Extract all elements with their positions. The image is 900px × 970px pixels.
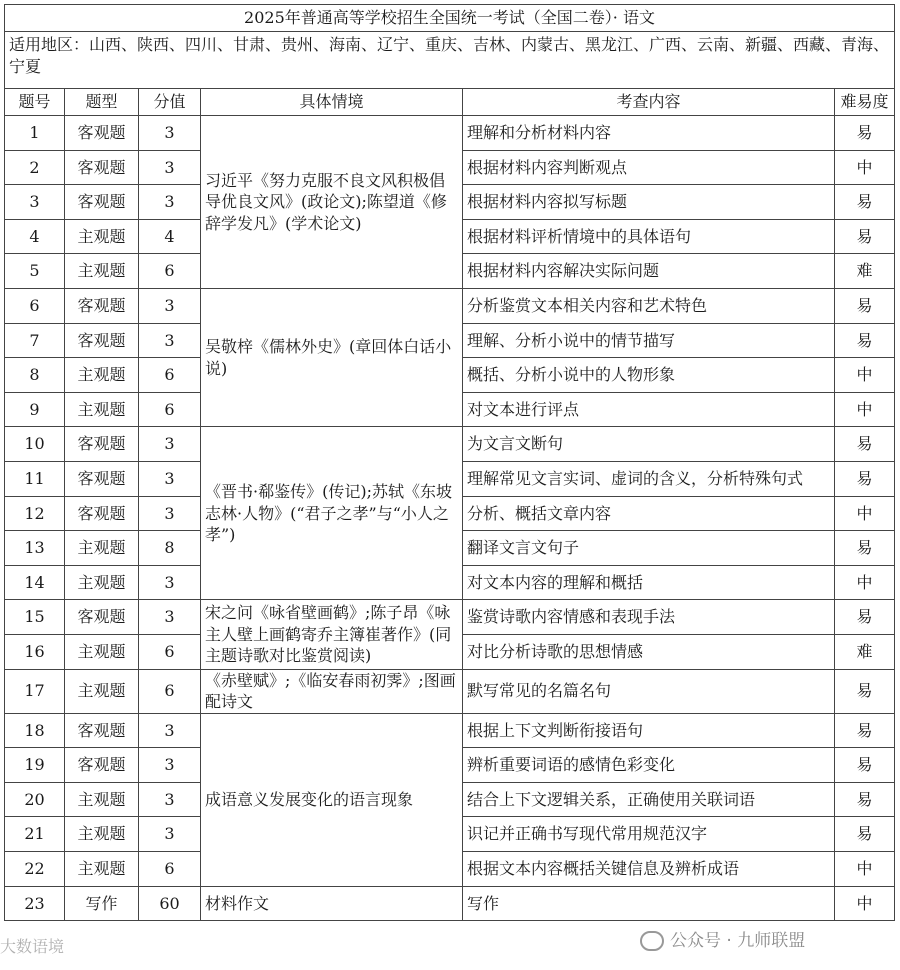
question-type: 主观题 — [65, 782, 139, 817]
difficulty-level: 易 — [835, 782, 895, 817]
difficulty-level: 易 — [835, 531, 895, 566]
assessment-content: 根据材料评析情境中的具体语句 — [463, 219, 835, 254]
question-number: 6 — [5, 288, 65, 323]
question-type: 写作 — [65, 886, 139, 921]
question-number: 9 — [5, 392, 65, 427]
question-score: 4 — [139, 219, 201, 254]
question-type: 主观题 — [65, 219, 139, 254]
context-cell: 习近平《努力克服不良文风积极倡导优良文风》(政论文);陈望道《修辞学发凡》(学术论文) — [201, 116, 463, 289]
question-number: 1 — [5, 116, 65, 151]
assessment-content: 翻译文言文句子 — [463, 531, 835, 566]
table-row — [5, 669, 895, 713]
exam-analysis-table — [4, 4, 895, 921]
question-number: 12 — [5, 496, 65, 531]
question-score: 60 — [139, 886, 201, 921]
difficulty-level: 难 — [835, 634, 895, 669]
col-header-score: 分值 — [139, 89, 201, 116]
question-type: 客观题 — [65, 496, 139, 531]
table-row — [5, 116, 895, 151]
difficulty-level: 中 — [835, 886, 895, 921]
assessment-content: 辨析重要词语的感情色彩变化 — [463, 748, 835, 783]
question-number: 2 — [5, 150, 65, 185]
assessment-content: 写作 — [463, 886, 835, 921]
question-score: 3 — [139, 565, 201, 600]
question-number: 7 — [5, 323, 65, 358]
difficulty-level: 易 — [835, 748, 895, 783]
table-title: 2025年普通高等学校招生全国统一考试（全国二卷）· 语文 — [5, 5, 895, 32]
question-score: 3 — [139, 288, 201, 323]
context-cell: 《赤壁赋》;《临安春雨初霁》;图画配诗文 — [201, 669, 463, 713]
question-type: 主观题 — [65, 531, 139, 566]
table-header-row — [5, 89, 895, 116]
difficulty-level: 中 — [835, 852, 895, 887]
question-number: 5 — [5, 254, 65, 289]
assessment-content: 为文言文断句 — [463, 427, 835, 462]
table-row — [5, 600, 895, 635]
question-score: 6 — [139, 392, 201, 427]
question-score: 3 — [139, 713, 201, 748]
question-number: 18 — [5, 713, 65, 748]
assessment-content: 默写常见的名篇名句 — [463, 669, 835, 713]
assessment-content: 对比分析诗歌的思想情感 — [463, 634, 835, 669]
difficulty-level: 易 — [835, 219, 895, 254]
question-number: 13 — [5, 531, 65, 566]
difficulty-level: 中 — [835, 565, 895, 600]
assessment-content: 根据材料内容拟写标题 — [463, 185, 835, 220]
question-type: 客观题 — [65, 185, 139, 220]
question-score: 3 — [139, 748, 201, 783]
difficulty-level: 易 — [835, 427, 895, 462]
question-score: 3 — [139, 782, 201, 817]
difficulty-level: 易 — [835, 185, 895, 220]
assessment-content: 理解常见文言实词、虚词的含义，分析特殊句式 — [463, 461, 835, 496]
context-cell: 宋之问《咏省壁画鹤》;陈子昂《咏主人壁上画鹤寄乔主簿崔著作》(同主题诗歌对比鉴赏阅读) — [201, 600, 463, 669]
question-type: 客观题 — [65, 150, 139, 185]
assessment-content: 概括、分析小说中的人物形象 — [463, 358, 835, 393]
assessment-content: 识记并正确书写现代常用规范汉字 — [463, 817, 835, 852]
question-type: 客观题 — [65, 713, 139, 748]
question-number: 23 — [5, 886, 65, 921]
question-type: 主观题 — [65, 634, 139, 669]
wechat-icon — [640, 931, 664, 951]
question-number: 15 — [5, 600, 65, 635]
question-score: 6 — [139, 634, 201, 669]
question-number: 8 — [5, 358, 65, 393]
difficulty-level: 易 — [835, 323, 895, 358]
question-score: 8 — [139, 531, 201, 566]
watermark-left-text: 大数语境 — [0, 937, 65, 956]
context-cell: 吴敬梓《儒林外史》(章回体白话小说) — [201, 288, 463, 426]
watermark-left — [0, 934, 64, 957]
question-type: 主观题 — [65, 565, 139, 600]
assessment-content: 根据材料内容解决实际问题 — [463, 254, 835, 289]
question-number: 19 — [5, 748, 65, 783]
question-type: 客观题 — [65, 288, 139, 323]
assessment-content: 结合上下文逻辑关系，正确使用关联词语 — [463, 782, 835, 817]
table-row — [5, 886, 895, 921]
question-number: 11 — [5, 461, 65, 496]
question-type: 主观题 — [65, 254, 139, 289]
question-number: 16 — [5, 634, 65, 669]
question-type: 客观题 — [65, 748, 139, 783]
question-type: 主观题 — [65, 669, 139, 713]
difficulty-level: 易 — [835, 461, 895, 496]
difficulty-level: 中 — [835, 496, 895, 531]
context-cell: 成语意义发展变化的语言现象 — [201, 713, 463, 886]
assessment-content: 鉴赏诗歌内容情感和表现手法 — [463, 600, 835, 635]
question-type: 客观题 — [65, 116, 139, 151]
difficulty-level: 难 — [835, 254, 895, 289]
col-header-content: 考查内容 — [463, 89, 835, 116]
assessment-content: 理解和分析材料内容 — [463, 116, 835, 151]
difficulty-level: 中 — [835, 358, 895, 393]
question-number: 3 — [5, 185, 65, 220]
assessment-content: 理解、分析小说中的情节描写 — [463, 323, 835, 358]
assessment-content: 分析、概括文章内容 — [463, 496, 835, 531]
difficulty-level: 易 — [835, 600, 895, 635]
question-number: 4 — [5, 219, 65, 254]
difficulty-level: 易 — [835, 116, 895, 151]
difficulty-level: 易 — [835, 817, 895, 852]
question-type: 主观题 — [65, 817, 139, 852]
question-score: 3 — [139, 150, 201, 185]
col-header-type: 题型 — [65, 89, 139, 116]
context-cell: 材料作文 — [201, 886, 463, 921]
difficulty-level: 易 — [835, 669, 895, 713]
question-type: 主观题 — [65, 852, 139, 887]
col-header-difficulty: 难易度 — [835, 89, 895, 116]
table-row — [5, 288, 895, 323]
question-score: 3 — [139, 427, 201, 462]
col-header-number: 题号 — [5, 89, 65, 116]
difficulty-level: 易 — [835, 713, 895, 748]
assessment-content: 对文本进行评点 — [463, 392, 835, 427]
question-number: 22 — [5, 852, 65, 887]
table-row — [5, 427, 895, 462]
assessment-content: 根据文本内容概括关键信息及辨析成语 — [463, 852, 835, 887]
difficulty-level: 中 — [835, 392, 895, 427]
question-score: 3 — [139, 817, 201, 852]
assessment-content: 分析鉴赏文本相关内容和艺术特色 — [463, 288, 835, 323]
difficulty-level: 中 — [835, 150, 895, 185]
question-number: 21 — [5, 817, 65, 852]
question-number: 14 — [5, 565, 65, 600]
question-score: 6 — [139, 254, 201, 289]
applicable-regions: 适用地区：山西、陕西、四川、甘肃、贵州、海南、辽宁、重庆、吉林、内蒙古、黑龙江、广西、云南、新疆、西藏、青海、宁夏 — [5, 32, 895, 89]
col-header-context: 具体情境 — [201, 89, 463, 116]
table-row — [5, 713, 895, 748]
question-score: 6 — [139, 669, 201, 713]
question-type: 客观题 — [65, 600, 139, 635]
question-type: 客观题 — [65, 427, 139, 462]
question-score: 3 — [139, 185, 201, 220]
watermark-right — [640, 926, 805, 951]
assessment-content: 根据上下文判断衔接语句 — [463, 713, 835, 748]
question-number: 10 — [5, 427, 65, 462]
question-score: 3 — [139, 496, 201, 531]
question-score: 3 — [139, 323, 201, 358]
assessment-content: 对文本内容的理解和概括 — [463, 565, 835, 600]
assessment-content: 根据材料内容判断观点 — [463, 150, 835, 185]
question-type: 主观题 — [65, 358, 139, 393]
difficulty-level: 易 — [835, 288, 895, 323]
question-score: 3 — [139, 600, 201, 635]
question-number: 20 — [5, 782, 65, 817]
question-score: 6 — [139, 358, 201, 393]
watermark-right-text: 公众号 · 九师联盟 — [670, 931, 806, 951]
question-type: 客观题 — [65, 323, 139, 358]
question-score: 3 — [139, 461, 201, 496]
context-cell: 《晋书·郗鉴传》(传记);苏轼《东坡志林·人物》(“君子之孝”与“小人之孝”) — [201, 427, 463, 600]
question-type: 主观题 — [65, 392, 139, 427]
question-score: 6 — [139, 852, 201, 887]
question-type: 客观题 — [65, 461, 139, 496]
question-number: 17 — [5, 669, 65, 713]
question-score: 3 — [139, 116, 201, 151]
